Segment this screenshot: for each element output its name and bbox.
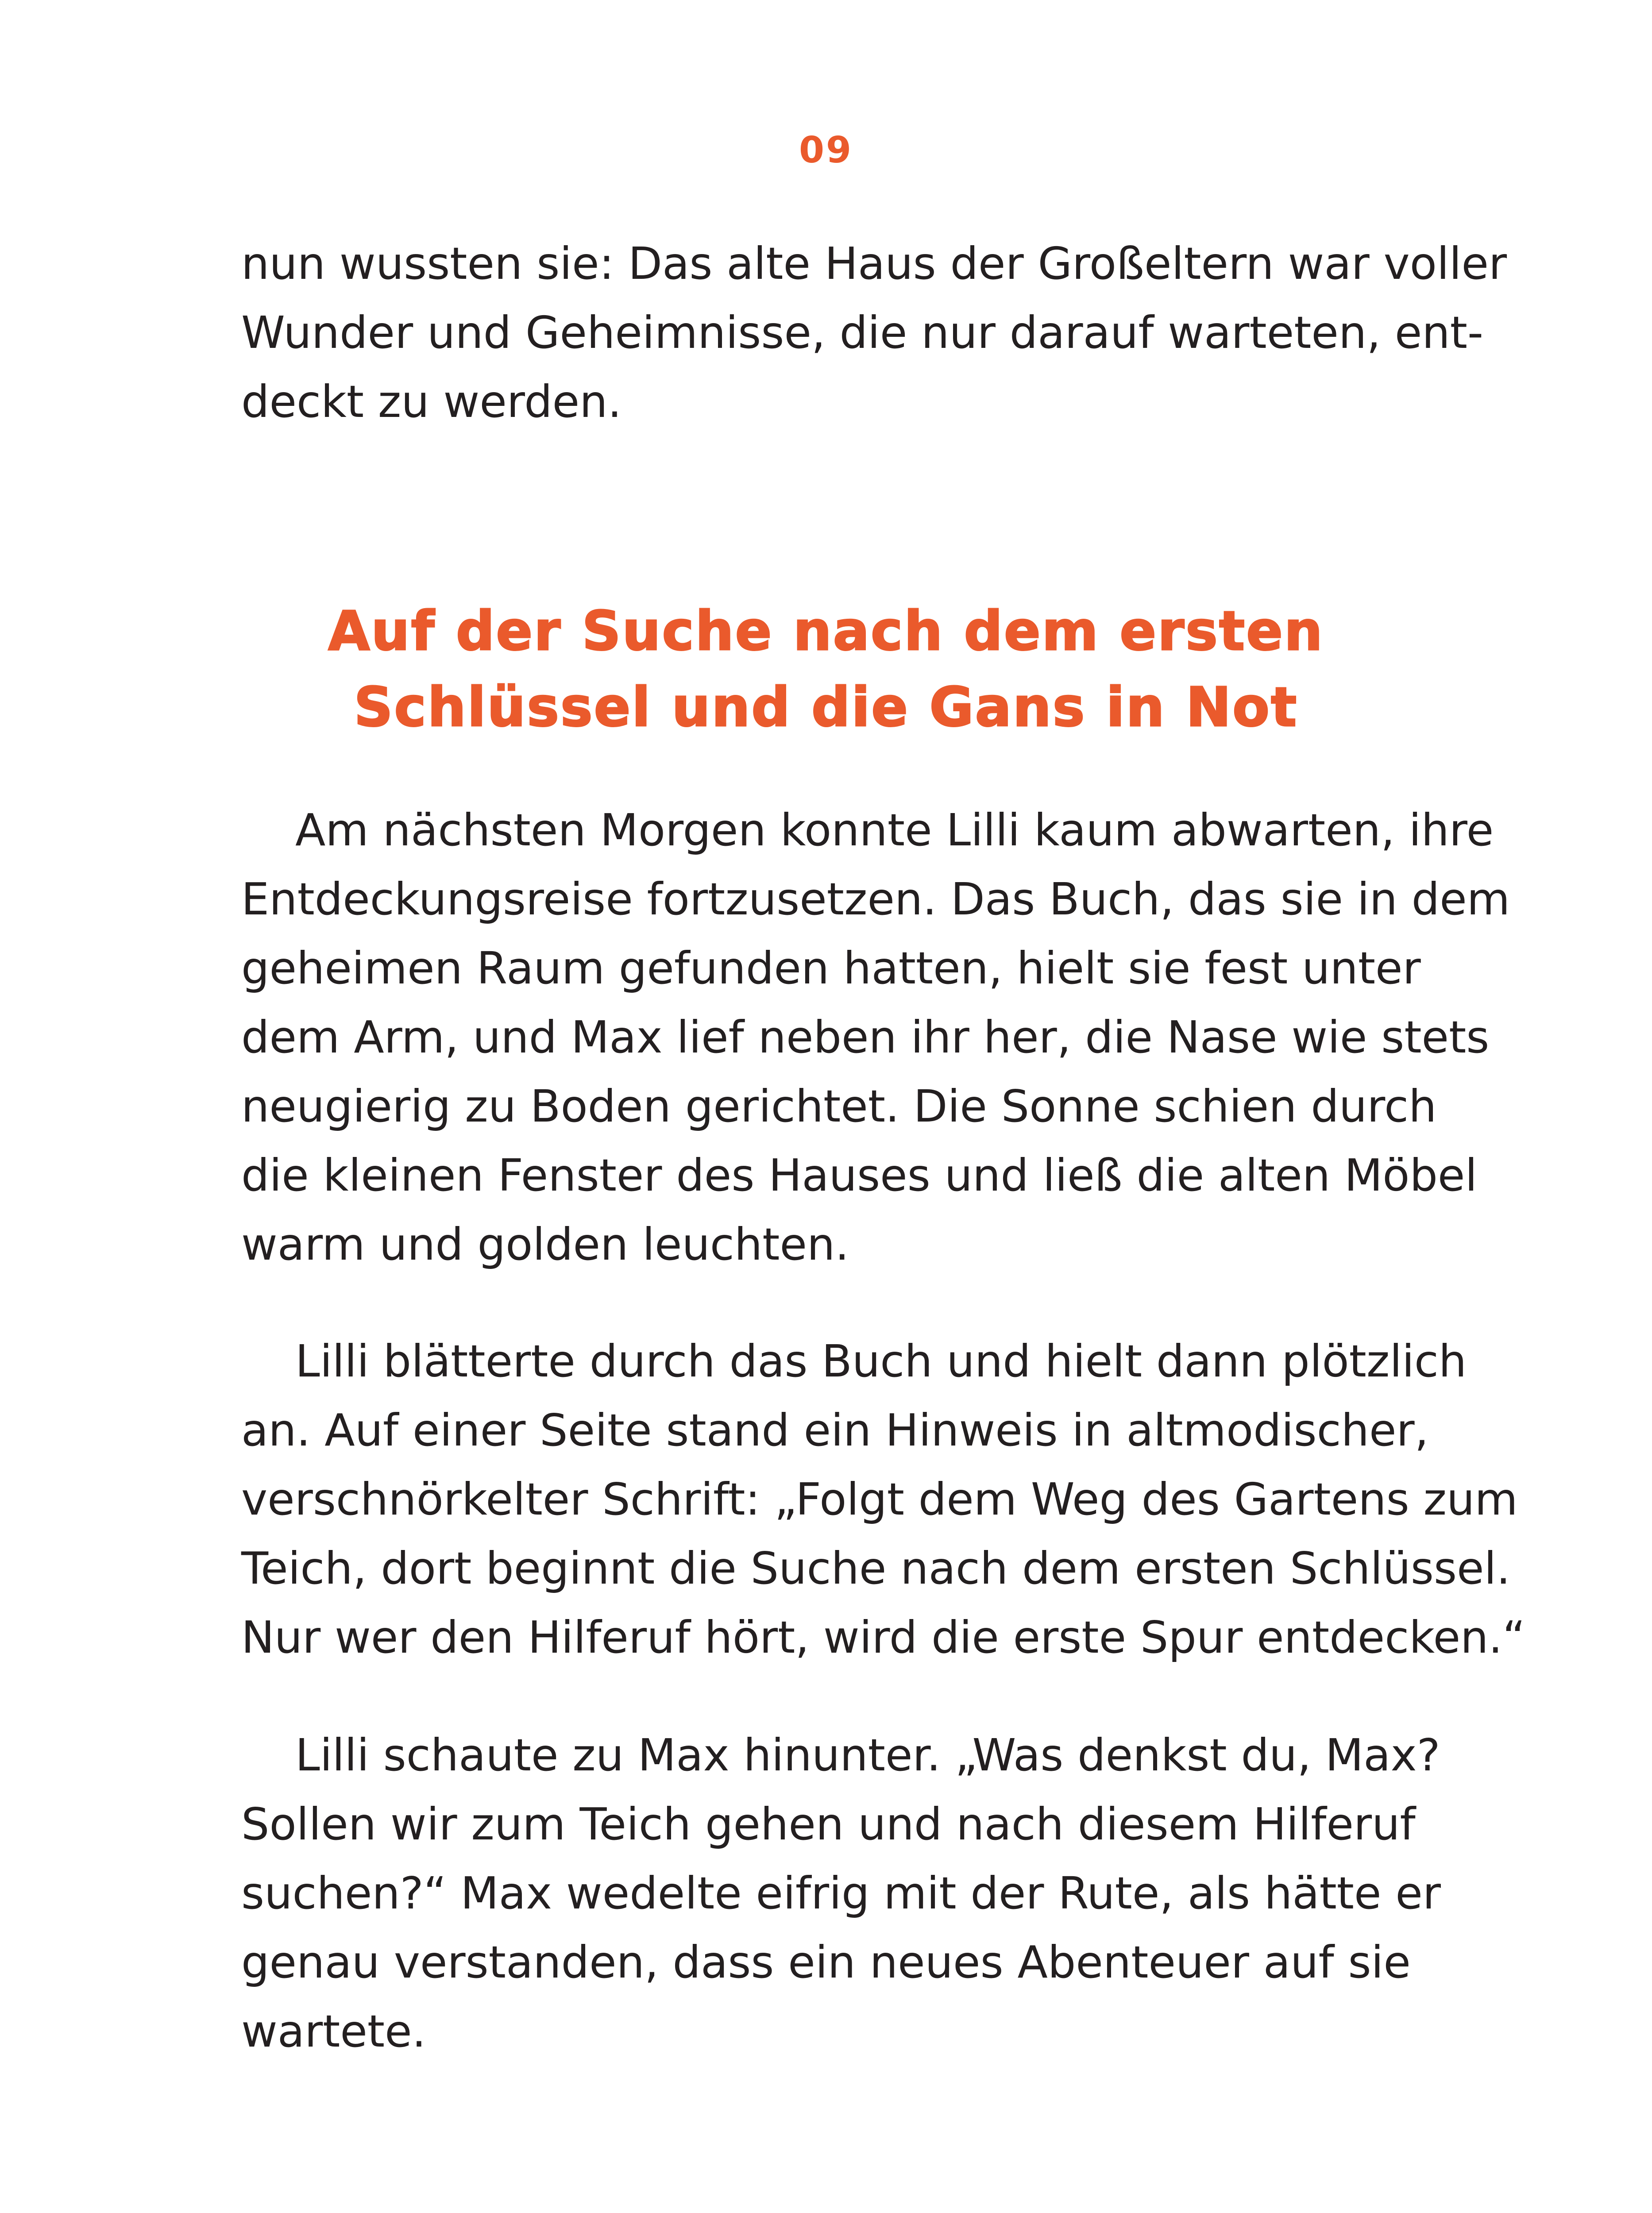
chapter-title — [0, 593, 1652, 745]
paragraph-line: Nur wer den Hilferuf hört, wird die erste Spur entdecken.“ — [241, 1612, 1526, 1663]
paragraph-line: neugierig zu Boden gerichtet. Die Sonne schien durch — [241, 1080, 1437, 1132]
paragraph-line: die kleinen Fenster des Hauses und ließ die alten Möbel — [241, 1149, 1478, 1201]
chapter-title-line: Schlüssel und die Gans in Not — [354, 676, 1298, 739]
paragraph-continuation — [241, 229, 1507, 436]
paragraph-line: an. Auf einer Seite stand ein Hinweis in altmodischer, — [241, 1404, 1429, 1456]
paragraph-line: Wunder und Geheimnisse, die nur darauf warteten, ent- — [241, 307, 1484, 359]
page-number: 09 — [799, 129, 853, 171]
paragraph-line: Sollen wir zum Teich gehen und nach diesem Hilferuf — [241, 1798, 1416, 1850]
paragraph-line: genau verstanden, dass ein neues Abenteuer auf sie — [241, 1936, 1411, 1988]
paragraph — [241, 1327, 1526, 1672]
paragraph-line: wartete. — [241, 2005, 426, 2057]
paragraph-line: dem Arm, und Max lief neben ihr her, die Nase wie stets — [241, 1011, 1490, 1063]
paragraph-line: Entdeckungsreise fortzusetzen. Das Buch, das sie in dem — [241, 873, 1510, 925]
paragraph-line: Lilli blätterte durch das Buch und hielt dann plötzlich — [295, 1335, 1467, 1387]
paragraph-line: Lilli schaute zu Max hinunter. „Was denkst du, Max? — [295, 1729, 1440, 1781]
paragraph-line: Am nächsten Morgen konnte Lilli kaum abwarten, ihre — [295, 804, 1494, 856]
paragraph — [241, 796, 1510, 1279]
paragraph-line: nun wussten sie: Das alte Haus der Großeltern war voller — [241, 238, 1507, 289]
paragraph-line: Teich, dort beginnt die Suche nach dem ersten Schlüssel. — [241, 1542, 1511, 1594]
paragraph-line: deckt zu werden. — [241, 376, 622, 428]
paragraph-line: suchen?“ Max wedelte eifrig mit der Rute, als hätte er — [241, 1867, 1441, 1919]
paragraph-line: geheimen Raum gefunden hatten, hielt sie fest unter — [241, 942, 1421, 994]
paragraph-line: warm und golden leuchten. — [241, 1218, 849, 1270]
paragraph — [241, 1721, 1463, 2066]
chapter-title-line: Auf der Suche nach dem ersten — [328, 600, 1324, 663]
paragraph-line: verschnörkelter Schrift: „Folgt dem Weg des Gartens zum — [241, 1473, 1518, 1525]
